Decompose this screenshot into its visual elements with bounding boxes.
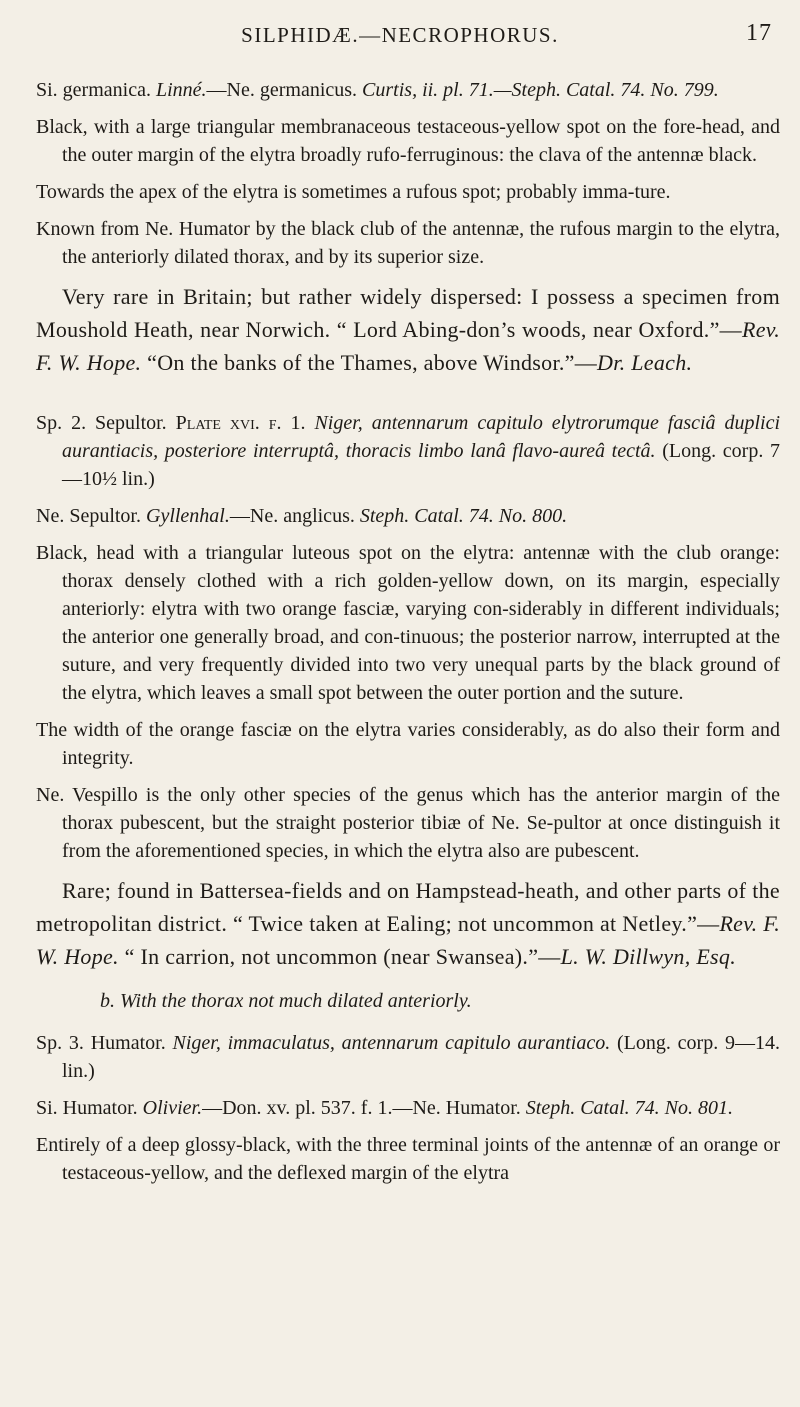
subsection-heading: b. With the thorax not much dilated anteriorly. (100, 990, 472, 1012)
germanica-synonymy: Si. germanica. Linné.—Ne. germanicus. Curtis, ii. pl. 71.—Steph. Catal. 74. No. 799. (36, 79, 719, 101)
sepultor-heading: Sp. 2. Sepultor. Plate xvi. f. 1. Niger, antennarum capitulo elytrorumque fasciâ duplici aurantiacis, posteriore interruptâ, thoracis limbo lanâ flavo-aureâ tectâ. (Long. corp. 7—10½ lin.) (36, 412, 781, 490)
page-body (0, 76, 800, 1196)
humator-synonymy: Si. Humator. Olivier.—Don. xv. pl. 537. f. 1.—Ne. Humator. Steph. Catal. 74. No. 801. (36, 1097, 734, 1119)
germanica-habitat: Very rare in Britain; but rather widely dispersed: I possess a specimen from Moushold Heath, near Norwich. “ Lord Abing-don’s woods, near Oxford.”—Rev. F. W. Hope. “On the banks of the Thames, above Windsor.”—Dr. Leach. (36, 284, 780, 375)
page-number: 17 (746, 20, 772, 46)
humator-description: Entirely of a deep glossy-black, with the three terminal joints of the antennæ of an orange or testaceous-yellow, and the deflexed margin of the elytra (36, 1134, 780, 1184)
running-head (0, 20, 800, 50)
humator-heading: Sp. 3. Humator. Niger, immaculatus, antennarum capitulo aurantiaco. (Long. corp. 9—14. lin.) (36, 1032, 780, 1082)
germanica-description: Black, with a large triangular membranaceous testaceous-yellow spot on the fore-head, and the outer margin of the elytra broadly rufo-ferruginous: the clava of the antennæ black. (36, 116, 780, 166)
sepultor-synonymy: Ne. Sepultor. Gyllenhal.—Ne. anglicus. Steph. Catal. 74. No. 800. (36, 505, 568, 527)
sepultor-distinction: Ne. Vespillo is the only other species of the genus which has the anterior margin of the thorax pubescent, but the straight posterior tibiæ of Ne. Se-pultor at once distinguish it from the aforementioned species, in which the elytra also are pubescent. (36, 784, 780, 862)
germanica-distinction: Known from Ne. Humator by the black club of the antennæ, the rufous margin to the elytra, the anteriorly dilated thorax, and by its superior size. (36, 218, 780, 268)
sepultor-habitat: Rare; found in Battersea-fields and on Hampstead-heath, and other parts of the metropolitan district. “ Twice taken at Ealing; not uncommon at Netley.”—Rev. F. W. Hope. “ In carrion, not uncommon (near Swansea).”—L. W. Dillwyn, Esq. (36, 878, 780, 969)
sepultor-description: Black, head with a triangular luteous spot on the elytra: antennæ with the club orange: thorax densely clothed with a rich golden-yellow down, on its margin, especially anteriorly: elytra with two orange fasciæ, varying con-siderably in different individuals; the anterior one generally broad, and con-tinuous; the posterior narrow, interrupted at the suture, and very frequently divided into two very unequal parts by the black ground of the elytra, which leaves a small spot between the outer portion and the suture. (36, 542, 780, 704)
running-title: SILPHIDÆ.—NECROPHORUS. (241, 23, 559, 47)
sepultor-note: The width of the orange fasciæ on the elytra varies considerably, as do also their form and integrity. (36, 719, 780, 769)
germanica-note: Towards the apex of the elytra is sometimes a rufous spot; probably imma-ture. (36, 181, 671, 203)
